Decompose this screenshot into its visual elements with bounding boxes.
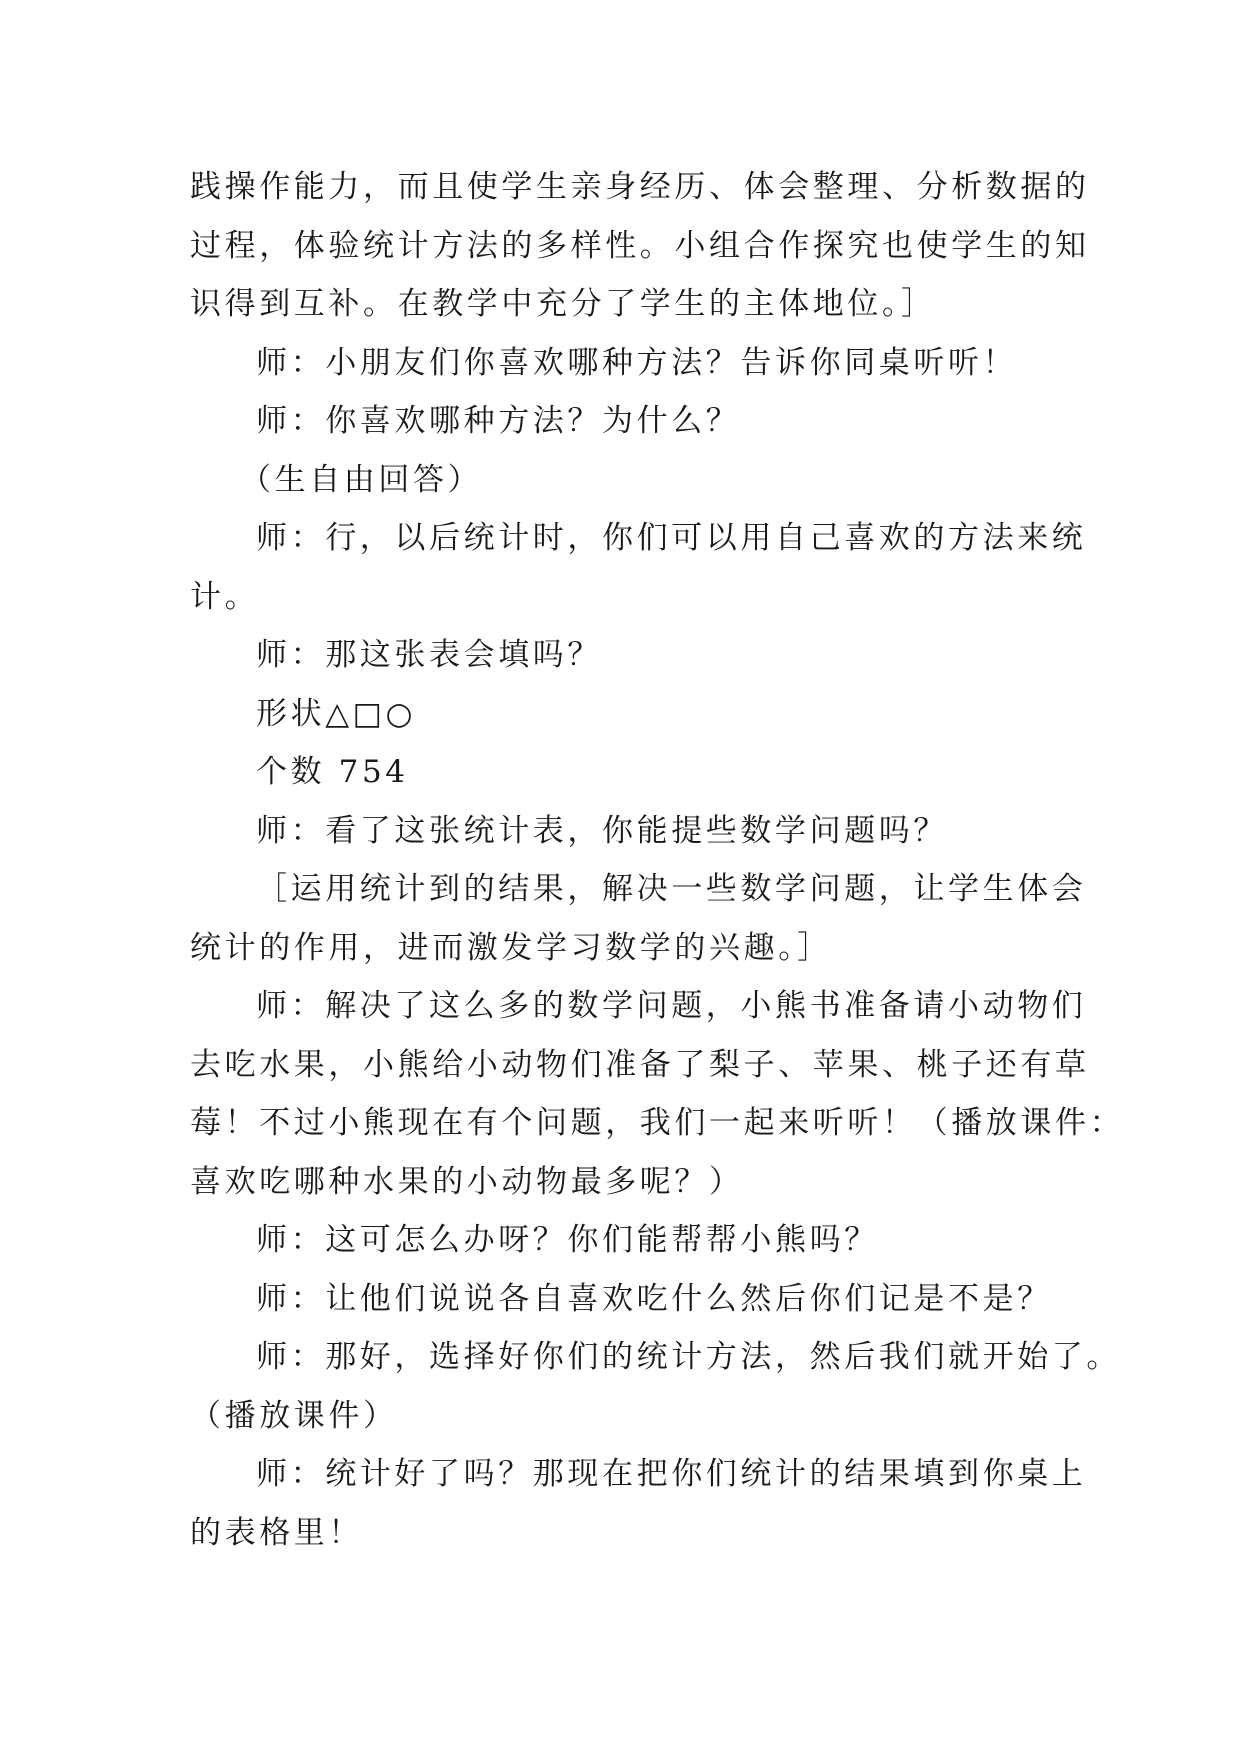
text-line: 喜欢吃哪种水果的小动物最多呢？）	[190, 1163, 744, 1200]
text-line: 践操作能力，而且使学生亲身经历、体会整理、分析数据的	[190, 169, 1090, 205]
text-line: 师：行，以后统计时，你们可以用自己喜欢的方法来统	[256, 520, 1087, 556]
text-line: 师：那这张表会填吗？	[256, 637, 602, 673]
text-line: （生自由回答）	[240, 461, 483, 498]
text-line: （播放课件）	[190, 1397, 398, 1434]
text-line: 师：让他们说说各自喜欢吃什么然后你们记是不是？	[256, 1280, 1052, 1317]
text-line: 师：解决了这么多的数学问题，小熊书准备请小动物们	[256, 988, 1087, 1024]
text-line: ［运用统计到的结果，解决一些数学问题，让学生体会	[256, 871, 1087, 907]
text-line: 形状△□○	[256, 695, 417, 732]
text-line: 师：这可怎么办呀？你们能帮帮小熊吗？	[256, 1222, 879, 1258]
text-line: 师：小朋友们你喜欢哪种方法？告诉你同桌听听！	[256, 344, 1018, 381]
text-line: 师：统计好了吗？那现在把你们统计的结果填到你桌上	[256, 1456, 1087, 1492]
document-body	[190, 158, 1125, 1562]
text-line: 识得到互补。在教学中充分了学生的主体地位。］	[190, 286, 936, 322]
text-line: 过程，体验统计方法的多样性。小组合作探究也使学生的知	[190, 227, 1090, 264]
text-line: 去吃水果，小熊给小动物们准备了梨子、苹果、桃子还有草	[190, 1046, 1090, 1083]
text-line: 个数 754	[256, 754, 409, 790]
text-line: 莓！不过小熊现在有个问题，我们一起来听听！（播放课件：	[190, 1105, 1125, 1141]
text-line: 统计的作用，进而激发学习数学的兴趣。］	[190, 929, 832, 966]
text-line: 计。	[190, 578, 260, 615]
text-line: 的表格里！	[190, 1514, 363, 1551]
text-line: 师：你喜欢哪种方法？为什么？	[256, 403, 741, 439]
text-line: 师：看了这张统计表，你能提些数学问题吗？	[256, 812, 948, 849]
text-line: 师：那好，选择好你们的统计方法，然后我们就开始了。	[256, 1339, 1121, 1375]
